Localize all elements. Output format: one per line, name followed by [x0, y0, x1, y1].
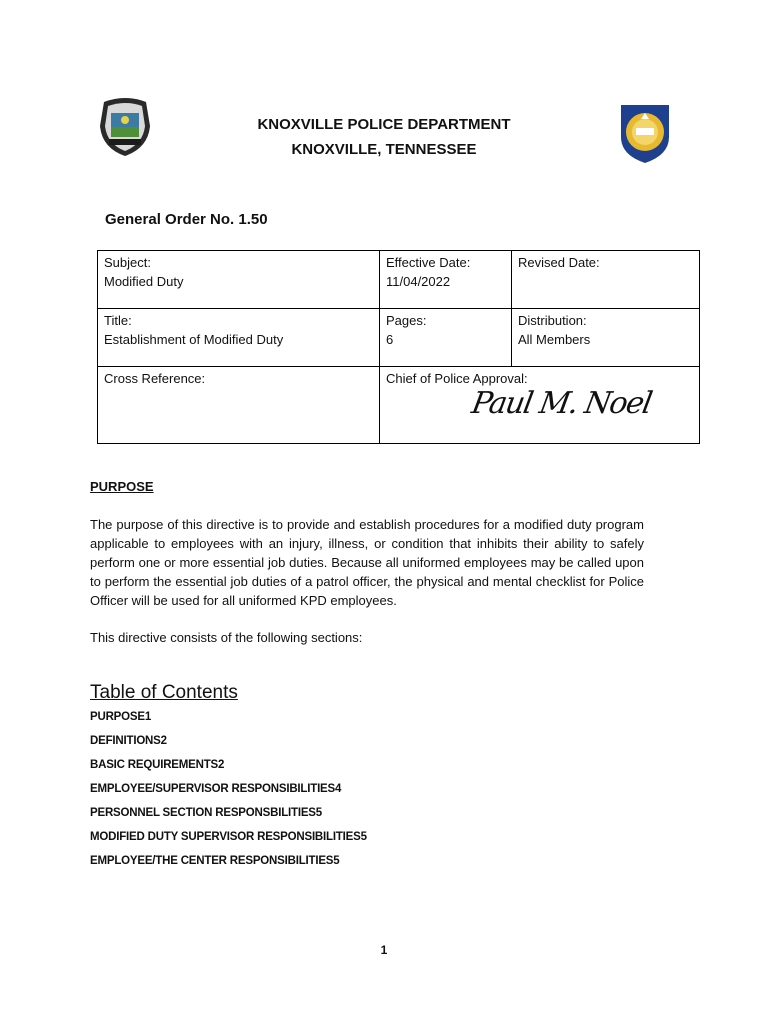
toc-item[interactable]: EMPLOYEE/THE CENTER RESPONSIBILITIES5 — [90, 855, 340, 867]
toc-item[interactable]: DEFINITIONS2 — [90, 735, 167, 747]
distribution-label: Distribution: — [518, 313, 587, 328]
toc-item[interactable]: MODIFIED DUTY SUPERVISOR RESPONSIBILITIES5 — [90, 831, 367, 843]
approval-label: Chief of Police Approval: — [386, 371, 528, 386]
purpose-paragraph: The purpose of this directive is to provide and establish procedures for a modified duty program applicable to employees with an injury, illness, or condition that inhibits their ability to safely perform one or more essential job duties. Because all uniformed employees may be called upon to perform the essential job duties of a patrol officer, the physical and mental checklist for Police Officer will be used for all uniformed KPD employees. — [90, 517, 644, 608]
title-label: Title: — [104, 313, 132, 328]
toc-list — [90, 708, 367, 876]
page-number: 1 — [380, 943, 388, 957]
revised-date-label: Revised Date: — [518, 255, 600, 270]
subject-value: Modified Duty — [104, 274, 184, 289]
chief-signature: Paul M. Noel — [468, 386, 654, 421]
toc-item[interactable]: BASIC REQUIREMENTS2 — [90, 759, 225, 771]
department-name: KNOXVILLE POLICE DEPARTMENT — [257, 116, 511, 133]
toc-heading: Table of Contents — [90, 682, 238, 703]
subject-cell — [98, 251, 380, 309]
revised-date-cell — [512, 251, 700, 309]
calea-seal-logo — [616, 99, 674, 165]
approval-cell — [380, 367, 700, 444]
distribution-cell — [512, 309, 700, 367]
title-cell — [98, 309, 380, 367]
effective-date-label: Effective Date: — [386, 255, 471, 270]
distribution-value: All Members — [518, 332, 591, 347]
effective-date-cell — [380, 251, 512, 309]
cross-reference-label: Cross Reference: — [104, 371, 206, 386]
subject-label: Subject: — [104, 255, 151, 270]
general-order-number: General Order No. 1.50 — [105, 211, 268, 228]
department-location: KNOXVILLE, TENNESSEE — [291, 141, 477, 158]
title-value: Establishment of Modified Duty — [104, 332, 284, 347]
toc-item[interactable]: EMPLOYEE/SUPERVISOR RESPONSIBILITIES4 — [90, 783, 342, 795]
pages-label: Pages: — [386, 313, 427, 328]
pages-value: 6 — [386, 332, 394, 347]
pages-cell — [380, 309, 512, 367]
sections-intro: This directive consists of the following sections: — [90, 630, 363, 645]
toc-item[interactable]: PURPOSE1 — [90, 711, 152, 723]
cross-reference-cell — [98, 367, 380, 444]
directive-info-table — [97, 250, 700, 444]
effective-date-value: 11/04/2022 — [386, 274, 451, 289]
purpose-heading: PURPOSE — [90, 479, 154, 494]
toc-item[interactable]: PERSONNEL SECTION RESPONSBILITIES5 — [90, 807, 322, 819]
